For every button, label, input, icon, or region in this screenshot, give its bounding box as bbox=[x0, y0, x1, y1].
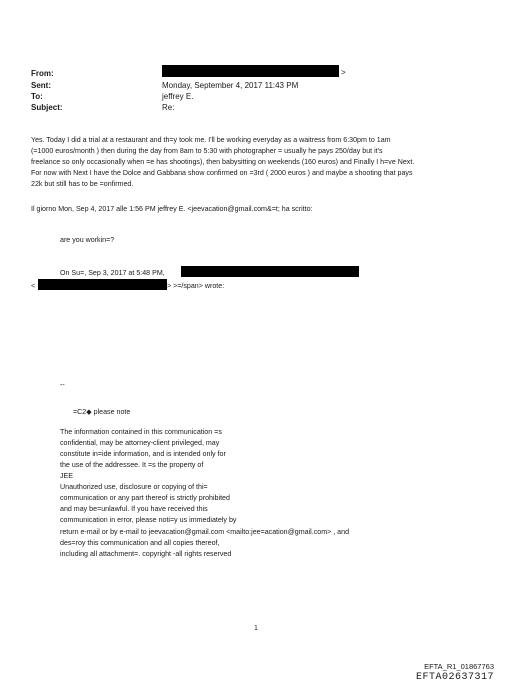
disclaimer-line: return e-mail or by e-mail to jeevacation@gmail.com <mailto:jee=acation@gmail.com> , and bbox=[60, 528, 350, 536]
disclaimer-line: including all attachment=. copyright -all rights reserved bbox=[60, 550, 232, 558]
from-suffix: > bbox=[341, 68, 346, 77]
disclaimer-line: communication or any part thereof is strictly prohibited bbox=[60, 494, 230, 502]
subject-label: Subject: bbox=[31, 103, 63, 112]
redacted-sender bbox=[162, 65, 339, 77]
to-value: jeffrey E. bbox=[162, 92, 194, 101]
quoted-bracket-open: < bbox=[31, 282, 36, 290]
to-label: To: bbox=[31, 92, 43, 101]
please-note: =C2◆ please note bbox=[73, 408, 131, 416]
redacted-quoted-email bbox=[38, 279, 167, 290]
from-label: From: bbox=[31, 69, 54, 78]
page-number: 1 bbox=[254, 625, 258, 632]
quoted-on-line: On Su=, Sep 3, 2017 at 5:48 PM, bbox=[60, 269, 165, 277]
sent-value: Monday, September 4, 2017 11:43 PM bbox=[162, 81, 299, 90]
message-line: For now with Next I have the Dolce and Gabbana show confirmed on =3rd ( 2000 euros ) and maybe a shooting that pays bbox=[31, 169, 413, 177]
message-line: 22k but still has to be =onfirmed. bbox=[31, 180, 134, 188]
footer-id-primary: EFTA_R1_01867763 bbox=[424, 662, 494, 671]
message-line: Yes. Today I did a trial at a restaurant and th=y took me. I'll be working everyday as a waitress from 6:30pm to 1am bbox=[31, 136, 391, 144]
disclaimer-line: constitute in=ide information, and is intended only for bbox=[60, 450, 226, 458]
reply-header: Il giorno Mon, Sep 4, 2017 alle 1:56 PM jeffrey E. <jeevacation@gmail.com&=t; ha scritto: bbox=[31, 205, 313, 213]
disclaimer-line: the use of the addressee. It =s the property of bbox=[60, 461, 204, 469]
disclaimer-line: and may be=unlawful. If you have received this bbox=[60, 505, 208, 513]
signature-dashes: -- bbox=[60, 381, 65, 389]
disclaimer-line: JEE bbox=[60, 472, 74, 480]
quoted-wrote-line: > >=/span> wrote: bbox=[167, 282, 225, 290]
disclaimer-line: Unauthorized use, disclosure or copying of thi= bbox=[60, 483, 208, 491]
subject-value: Re: bbox=[162, 103, 175, 112]
disclaimer-line: confidential, may be attorney-client privileged, may bbox=[60, 439, 220, 447]
sent-label: Sent: bbox=[31, 81, 51, 90]
disclaimer-line: The information contained in this communication =s bbox=[60, 428, 222, 436]
footer-id-secondary: EFTA02637317 bbox=[415, 672, 494, 683]
message-line: (=1000 euros/month ) then during the day from 8am to 5:30 with photographer = usually he pays 250/day but it's bbox=[31, 147, 383, 155]
redacted-quoted-sender bbox=[181, 266, 359, 277]
message-line: freelance so only occasionally when =e has shootings), then babysitting on weekends (160 euros) and Finally I h=ve Next. bbox=[31, 158, 415, 166]
disclaimer-line: des=roy this communication and all copies thereof, bbox=[60, 539, 220, 547]
disclaimer-line: communication in error, please noti=y us immediately by bbox=[60, 516, 237, 524]
quoted-question: are you workin=? bbox=[60, 236, 115, 244]
